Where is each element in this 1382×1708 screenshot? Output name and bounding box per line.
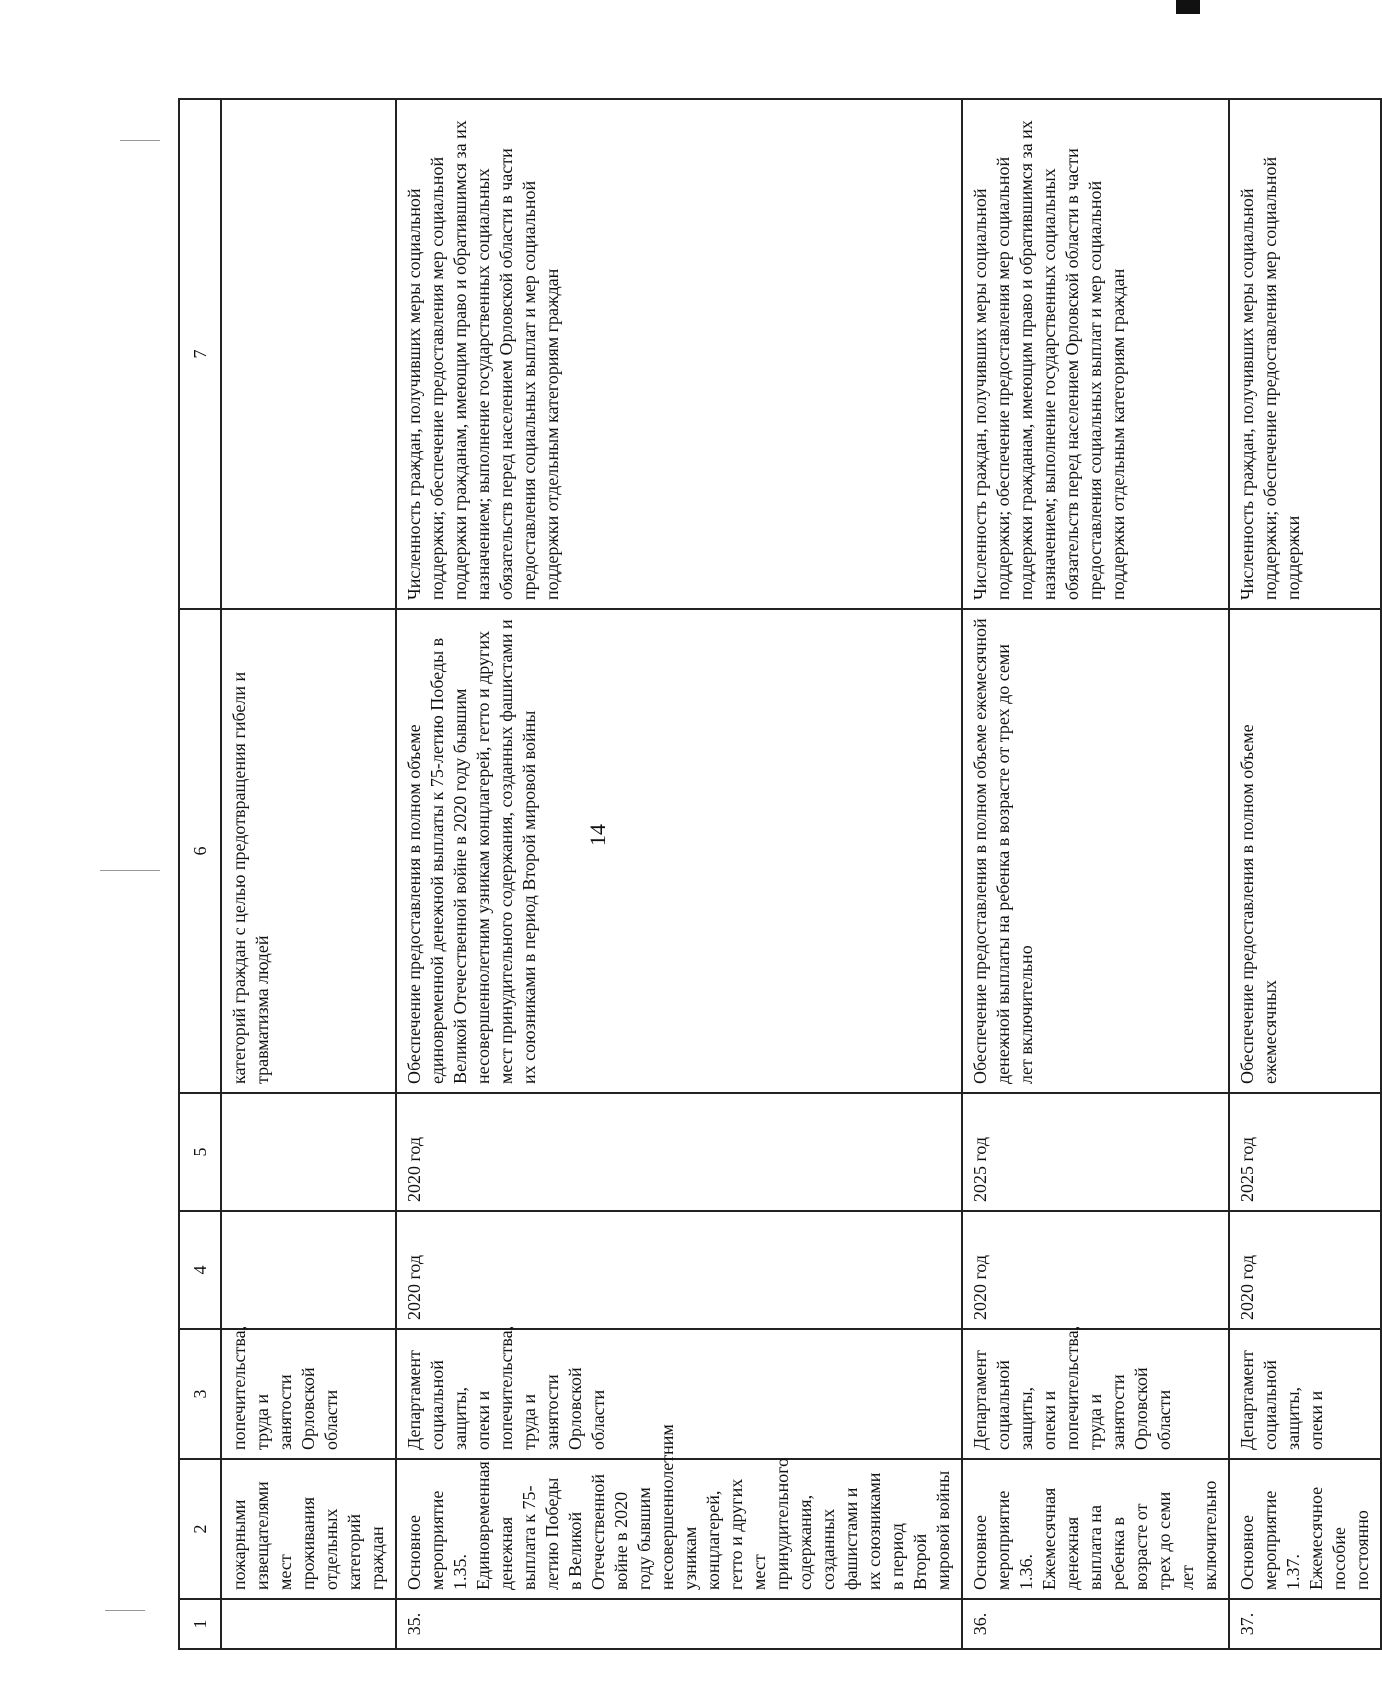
scan-noise bbox=[120, 140, 160, 141]
result-cell: Обеспечение предоставления в полном объеме ежемесячных bbox=[1229, 609, 1381, 1093]
row-number: 37. bbox=[1229, 1599, 1381, 1649]
table-header-row bbox=[179, 99, 221, 1649]
row-number: 36. bbox=[962, 1599, 1229, 1649]
result-cell: категорий граждан с целью предотвращения гибели и травматизма людей bbox=[221, 609, 396, 1093]
measure-cell: пожарными извещателями мест проживания отдельных категорий граждан bbox=[221, 1459, 396, 1599]
header-cell: 3 bbox=[179, 1329, 221, 1459]
measure-cell: Основное мероприятие 1.37. Ежемесячное пособие постоянно bbox=[1229, 1459, 1381, 1599]
page-number: 14 bbox=[585, 824, 610, 846]
row-number: 35. bbox=[396, 1599, 962, 1649]
header-cell: 6 bbox=[179, 609, 221, 1093]
scan-noise bbox=[100, 870, 160, 871]
end-cell bbox=[221, 1093, 396, 1211]
indicator-cell: Численность граждан, получивших меры социальной поддержки; обеспечение предоставления мер социальной поддержки bbox=[1229, 99, 1381, 609]
result-cell: Обеспечение предоставления в полном объеме ежемесячной денежной выплаты на ребенка в возрасте от трех до семи лет включительно bbox=[962, 609, 1229, 1093]
measure-cell: Основное мероприятие 1.35. Единовременная денежная выплата к 75-летию Победы в Великой Отечественной войне в 2020 году бывшим несовершеннолетним узникам концлагерей, гетто и других мест принудительного содержания, созданных фашистами и их союзниками в период Второй мировой войны bbox=[396, 1459, 962, 1599]
executor-cell: Департамент социальной защиты, опеки и bbox=[1229, 1329, 1381, 1459]
table-row bbox=[962, 99, 1229, 1649]
table-row bbox=[1229, 99, 1381, 1649]
row-number bbox=[221, 1599, 396, 1649]
result-cell: Обеспечение предоставления в полном объеме единовременной денежной выплаты к 75-летию Победы в Великой Отечественной войне в 2020 году бывшим несовершеннолетним узникам концлагерей, гетто и других мест принудительного содержания, созданных фашистами и их союзниками в период Второй мировой войны bbox=[396, 609, 962, 1093]
start-cell: 2020 год bbox=[962, 1211, 1229, 1329]
rotated-page bbox=[178, 100, 1372, 1650]
scan-corner-mark bbox=[1176, 0, 1200, 14]
end-cell: 2020 год bbox=[396, 1093, 962, 1211]
start-cell: 2020 год bbox=[1229, 1211, 1381, 1329]
table-row bbox=[396, 99, 962, 1649]
header-cell: 1 bbox=[179, 1599, 221, 1649]
indicator-cell bbox=[221, 99, 396, 609]
indicator-cell: Численность граждан, получивших меры социальной поддержки; обеспечение предоставления мер социальной поддержки гражданам, имеющим право и обратившимся за их назначением; выполнение государственных социальных обязательств перед населением Орловской области в части предоставления социальных выплат и мер социальной поддержки отдельным категориям граждан bbox=[396, 99, 962, 609]
program-measures-table bbox=[178, 98, 1382, 1650]
header-cell: 4 bbox=[179, 1211, 221, 1329]
scan-noise bbox=[105, 1610, 145, 1611]
end-cell: 2025 год bbox=[1229, 1093, 1381, 1211]
executor-cell: попечительства, труда и занятости Орловской области bbox=[221, 1329, 396, 1459]
end-cell: 2025 год bbox=[962, 1093, 1229, 1211]
indicator-cell: Численность граждан, получивших меры социальной поддержки; обеспечение предоставления мер социальной поддержки гражданам, имеющим право и обратившимся за их назначением; выполнение государственных социальных обязательств перед населением Орловской области в части предоставления социальных выплат и мер социальной поддержки отдельным категориям граждан bbox=[962, 99, 1229, 609]
header-cell: 2 bbox=[179, 1459, 221, 1599]
start-cell: 2020 год bbox=[396, 1211, 962, 1329]
header-cell: 7 bbox=[179, 99, 221, 609]
measure-cell: Основное мероприятие 1.36. Ежемесячная денежная выплата на ребенка в возрасте от трех до семи лет включительно bbox=[962, 1459, 1229, 1599]
table-row bbox=[221, 99, 396, 1649]
start-cell bbox=[221, 1211, 396, 1329]
executor-cell: Департамент социальной защиты, опеки и попечительства, труда и занятости Орловской области bbox=[396, 1329, 962, 1459]
header-cell: 5 bbox=[179, 1093, 221, 1211]
executor-cell: Департамент социальной защиты, опеки и попечительства, труда и занятости Орловской области bbox=[962, 1329, 1229, 1459]
